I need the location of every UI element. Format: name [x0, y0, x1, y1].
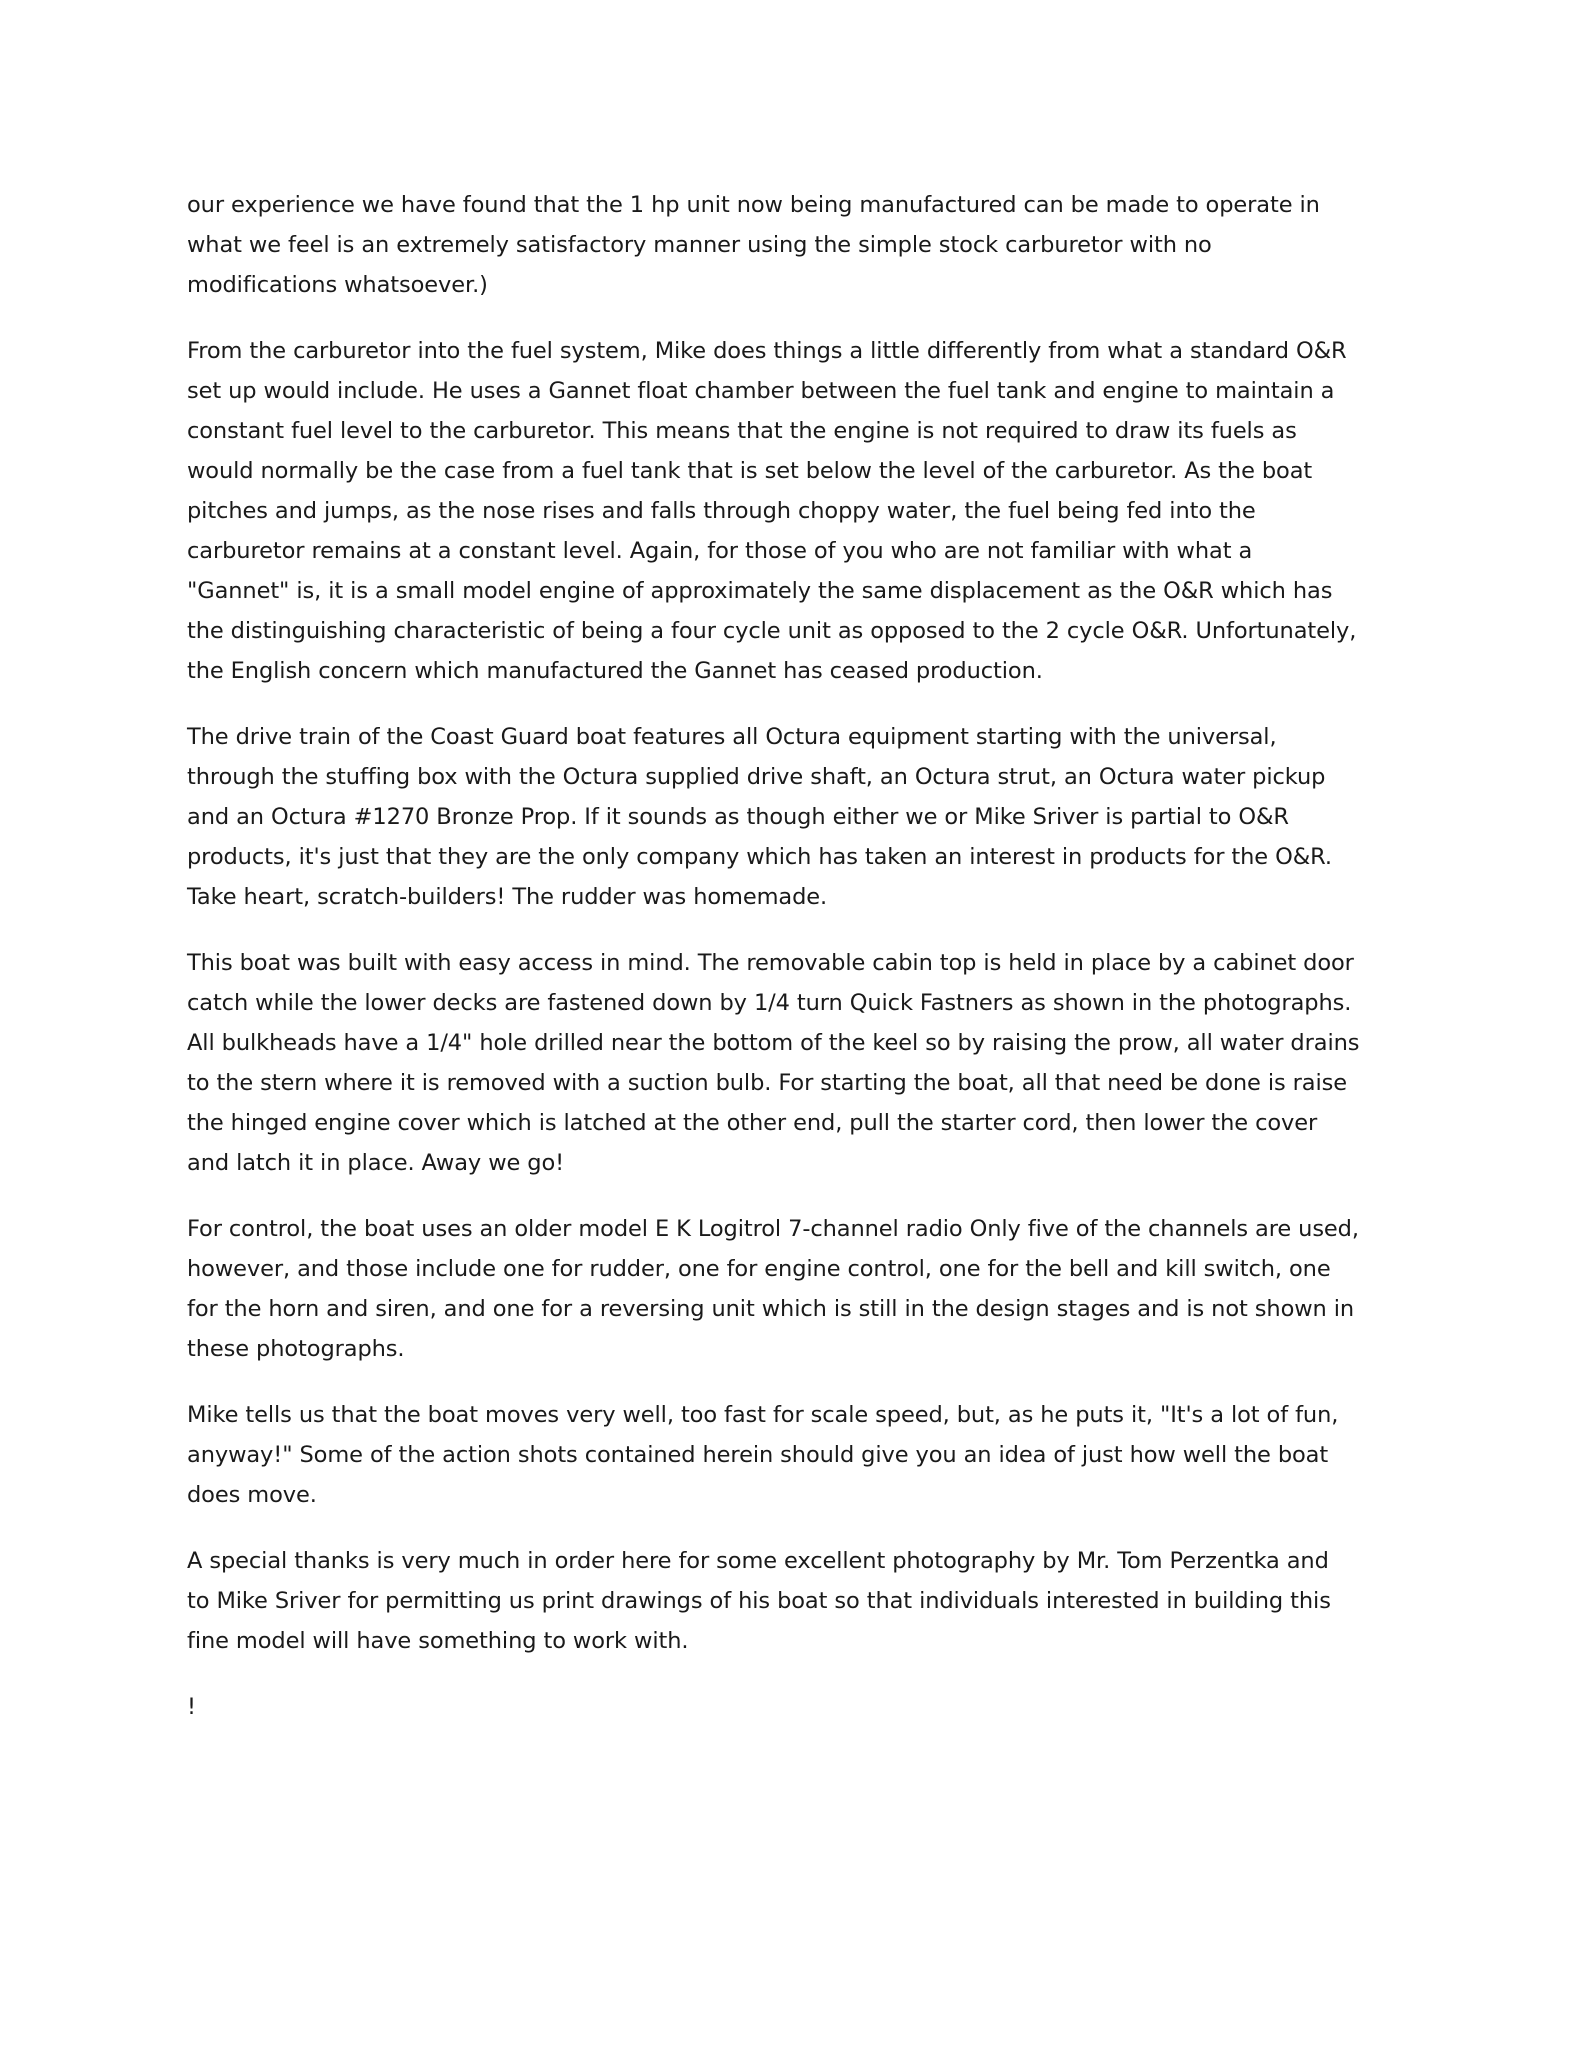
paragraph-6: Mike tells us that the boat moves very well, too fast for scale speed, but, as he puts it, "It's a lot of fun, anyway!" Some of the action shots contained herein should give you an idea of just how well the boat does move.	[187, 1402, 1339, 1508]
body-text	[187, 185, 1407, 1753]
paragraph-3: The drive train of the Coast Guard boat features all Octura equipment starting with the universal, through the stuffing box with the Octura supplied drive shaft, an Octura strut, an Octura water pickup and an Octura #1270 Bronze Prop. If it sounds as though either we or Mike Sriver is partial to O&R products, it's just that they are the only company which has taken an interest in products for the O&R. Take heart, scratch-builders! The rudder was homemade.	[187, 724, 1332, 910]
paragraph-8: !	[187, 1694, 196, 1720]
paragraph-1: our experience we have found that the 1 hp unit now being manufactured can be made to operate in what we feel is an extremely satisfactory manner using the simple stock carburetor with no modifications whatsoever.)	[187, 192, 1320, 298]
paragraph-2: From the carburetor into the fuel system, Mike does things a little differently from what a standard O&R set up would include. He uses a Gannet float chamber between the fuel tank and engine to maintain a constant fuel level to the carburetor. This means that the engine is not required to draw its fuels as would normally be the case from a fuel tank that is set below the level of the carburetor. As the boat pitches and jumps, as the nose rises and falls through choppy water, the fuel being fed into the carburetor remains at a constant level. Again, for those of you who are not familiar with what a "Gannet" is, it is a small model engine of approximately the same displacement as the O&R which has the distinguishing characteristic of being a four cycle unit as opposed to the 2 cycle O&R. Unfortunately, the English concern which manufactured the Gannet has ceased production.	[187, 338, 1357, 684]
paragraph-7: A special thanks is very much in order here for some excellent photography by Mr. Tom Perzentka and to Mike Sriver for permitting us print drawings of his boat so that individuals interested in building this fine model will have something to work with.	[187, 1548, 1331, 1654]
paragraph-4: This boat was built with easy access in mind. The removable cabin top is held in place by a cabinet door catch while the lower decks are fastened down by 1/4 turn Quick Fastners as shown in the photographs. All bulkheads have a 1/4" hole drilled near the bottom of the keel so by raising the prow, all water drains to the stern where it is removed with a suction bulb. For starting the boat, all that need be done is raise the hinged engine cover which is latched at the other end, pull the starter cord, then lower the cover and latch it in place. Away we go!	[187, 950, 1360, 1176]
paragraph-5: For control, the boat uses an older model E K Logitrol 7-channel radio Only five of the channels are used, however, and those include one for rudder, one for engine control, one for the bell and kill switch, one for the horn and siren, and one for a reversing unit which is still in the design stages and is not shown in these photographs.	[187, 1216, 1359, 1362]
